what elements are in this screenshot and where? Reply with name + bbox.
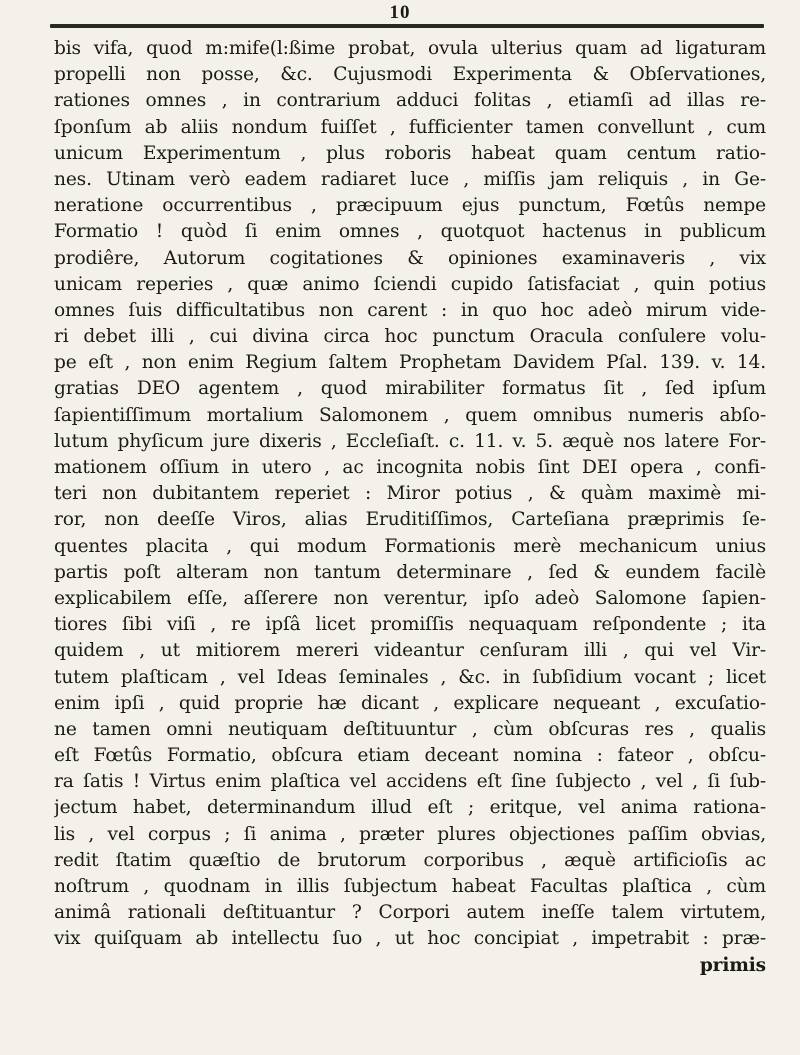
text-line: tutem plaſticam , vel Ideas ſeminales , &c. in ſubſidium vocant ; licet [54,666,766,688]
text-line: eſt Fœtûs Formatio, obſcura etiam deceant nomina : fateor , obſcu- [54,745,766,767]
header-rule [50,24,764,28]
text-line: ri debet illi , cui divina circa hoc punctum Oracula conſulere volu- [54,326,766,348]
text-line: propelli non posse, &c. Cujusmodi Experimenta & Obſervationes, [54,64,766,86]
text-line: omnes ſuis difficultatibus non carent : in quo hoc adeò mirum vide- [54,299,766,321]
text-line: teri non dubitantem reperiet : Miror potius , & quàm maximè mi- [54,483,766,505]
text-line: tiores ſibi viſi , re ipſâ licet promiſſis nequaquam reſpondente ; ita [54,614,766,636]
text-line: prodiêre, Autorum cogitationes & opiniones examinaveris , vix [54,247,766,269]
text-line: bis vifa, quod m:mife(l:ßime probat, ovula ulterius quam ad ligaturam [54,38,766,59]
text-line: rationes omnes , in contrarium adduci folitas , etiamſi ad illas re- [54,90,766,112]
text-line: gratias DEO agentem , quod mirabiliter formatus ſit , ſed ipſum [54,378,766,400]
text-line: ſponſum ab aliis nondum fuiſſet , fufficienter tamen convellunt , cum [54,116,766,138]
text-line: ſapientiſſimum mortalium Salomonem , quem omnibus numeris abſo- [54,404,766,426]
text-line: pe eſt , non enim Regium ſaltem Prophetam Davidem Pſal. 139. v. 14. [54,352,766,374]
page-number: 10 [389,2,411,23]
text-line: quidem , ut mitiorem mereri videantur cenſuram illi , qui vel Vir- [54,640,766,662]
text-line: quentes placita , qui modum Formationis merè mechanicum unius [54,535,766,557]
text-line: ne tamen omni neutiquam deſtituuntur , cùm obſcuras res , qualis [54,718,766,740]
text-line: vix quiſquam ab intellectu ſuo , ut hoc concipiat , impetrabit : præ- [54,928,766,950]
text-line: lutum phyſicum jure dixeris , Eccleſiaſt. c. 11. v. 5. æquè nos latere For- [54,430,766,452]
text-line: lis , vel corpus ; ſi anima , præter plures objectiones paſſim obvias, [54,823,766,845]
body-text [54,36,766,979]
text-line: nes. Utinam verò eadem radiaret luce , miſſis jam reliquis , in Ge- [54,168,766,190]
text-line: mationem oſſium in utero , ac incognita nobis ſint DEI opera , confi- [54,457,766,478]
text-line: noſtrum , quodnam in illis ſubjectum habeat Facultas plaſtica , cùm [54,876,766,897]
text-line: enim ipſi , quid proprie hæ dicant , explicare nequeant , excuſatio- [54,692,766,714]
text-line: primis [699,954,766,976]
text-line: neratione occurrentibus , præcipuum ejus punctum, Fœtûs nempe [54,195,766,217]
text-line: redit ſtatim quæſtio de brutorum corporibus , æquè artificioſis ac [54,849,766,871]
text-line: partis poſt alteram non tantum determinare , ſed & eundem facilè [54,561,766,583]
text-line: unicum Experimentum , plus roboris habeat quam centum ratio- [54,142,766,164]
text-line: unicam reperies , quæ animo ſciendi cupido ſatisfaciat , quin potius [54,273,766,295]
text-line: jectum habet, determinandum illud eſt ; eritque, vel anima rationa- [54,797,766,819]
text-line: ra ſatis ! Virtus enim plaſtica vel accidens eſt ſine ſubjecto , vel , ſi ſub- [54,771,766,793]
text-line: explicabilem eſſe, aſſerere non verentur, ipſo adeò Salomone ſapien- [54,587,766,609]
text-line: animâ rationali deſtituantur ? Corpori autem ineſſe talem virtutem, [54,902,766,924]
text-line: Formatio ! quòd ſi enim omnes , quotquot hactenus in publicum [54,221,766,243]
text-line: ror, non deeſſe Viros, alias Eruditiſſimos, Carteſiana præprimis ſe- [54,509,766,531]
